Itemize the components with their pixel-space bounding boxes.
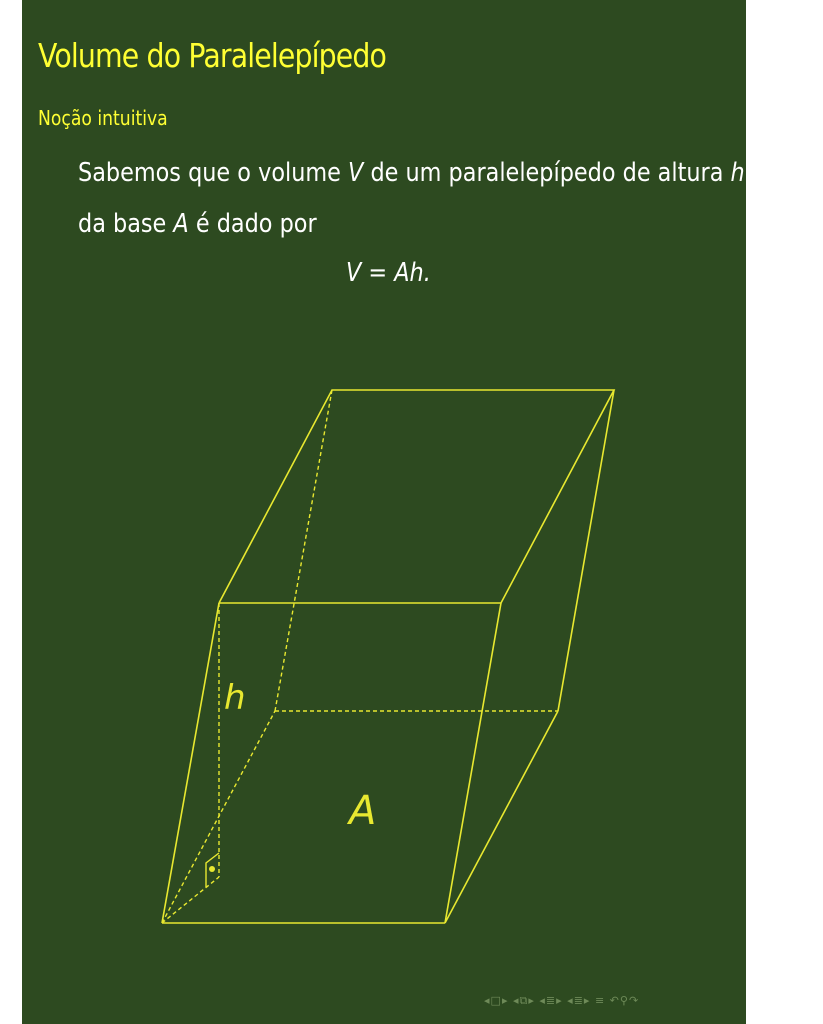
text-segment: Sabemos que o volume (78, 158, 349, 188)
variable-v: V (348, 158, 364, 188)
next-frame-icon[interactable]: ▸ (501, 994, 509, 1007)
text-segment: e área (744, 158, 823, 188)
section-icon[interactable]: ≣ (545, 994, 557, 1007)
slide (22, 0, 823, 1024)
top-face (219, 390, 614, 603)
right-angle-dot (209, 866, 215, 872)
prev-frame-icon[interactable]: ◂ (484, 994, 491, 1007)
redo-icon[interactable]: ↷ (628, 994, 640, 1007)
prev-subsection-icon[interactable]: ◂ (512, 994, 520, 1007)
base-label: A (349, 788, 377, 834)
height-label: h (224, 678, 246, 718)
next-presentation-icon[interactable]: ▸ (583, 994, 591, 1007)
lateral-edge-front-right (445, 603, 501, 923)
slide-subtitle: Noção intuitiva (38, 106, 168, 130)
text-segment: é dado por (188, 209, 317, 239)
next-section-icon[interactable]: ▸ (556, 994, 563, 1007)
lateral-edge-back-right (558, 390, 614, 711)
parallelepiped-figure (22, 0, 746, 1024)
text-segment: de um paralelepípedo de altura (363, 158, 731, 188)
frame-icon[interactable]: □ (490, 994, 502, 1007)
slide-title: Volume do Paralelepípedo (38, 36, 387, 75)
presentation-icon[interactable]: ≣ (573, 994, 584, 1007)
beamer-navigation-bar[interactable] (484, 994, 639, 1008)
next-subsection-icon[interactable]: ▸ (528, 994, 535, 1007)
lateral-edge-left (162, 603, 219, 923)
undo-icon[interactable]: ↶ (609, 994, 620, 1007)
prev-section-icon[interactable]: ◂ (539, 994, 546, 1007)
subsection-icon[interactable]: ⧉ (519, 994, 529, 1007)
search-icon[interactable]: ⚲ (619, 994, 629, 1007)
align-icon[interactable]: ≡ (594, 994, 606, 1007)
variable-a: A (173, 209, 189, 239)
prev-presentation-icon[interactable]: ◂ (567, 994, 574, 1007)
text-segment: da base (78, 209, 174, 239)
bottom-right-edge (445, 711, 558, 923)
variable-h: h (730, 158, 745, 188)
foot-line (162, 877, 219, 923)
volume-formula: V = Ah. (346, 258, 431, 288)
hidden-lateral-edge (275, 390, 332, 711)
